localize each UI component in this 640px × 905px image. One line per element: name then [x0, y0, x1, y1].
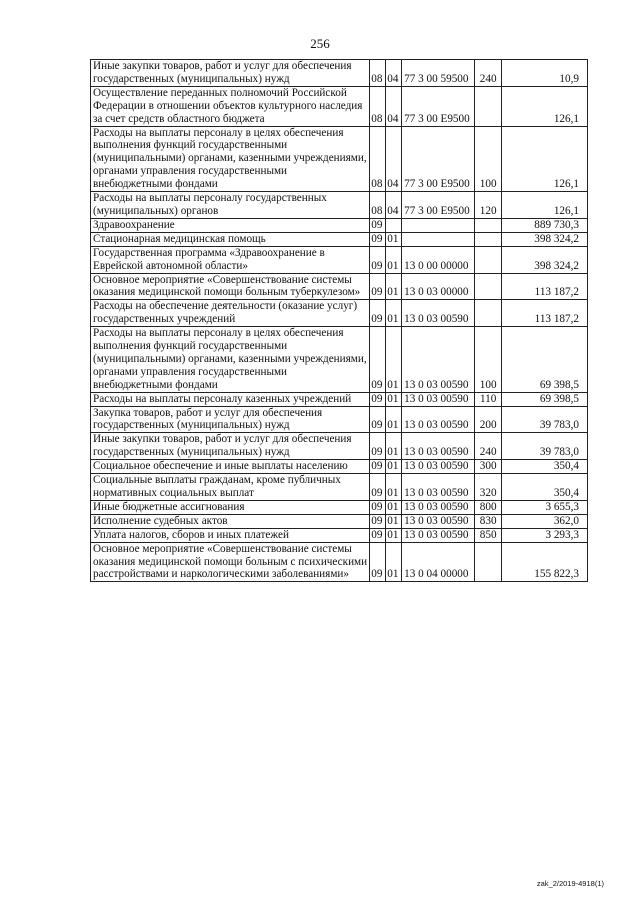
budget-table — [90, 59, 588, 582]
table-row — [91, 273, 588, 300]
subsection-code-cell: 01 — [386, 514, 402, 528]
expense-type-cell — [475, 246, 502, 273]
section-code-cell: 09 — [370, 433, 386, 460]
target-article-cell: 13 0 03 00590 — [402, 433, 475, 460]
expense-type-cell: 200 — [475, 406, 502, 433]
amount-cell: 398 324,2 — [501, 232, 587, 246]
table-row — [91, 514, 588, 528]
section-code-cell: 08 — [370, 126, 386, 192]
expense-type-cell: 850 — [475, 528, 502, 542]
expense-type-cell — [475, 86, 502, 126]
table-row — [91, 192, 588, 219]
target-article-cell: 13 0 03 00590 — [402, 514, 475, 528]
section-code-cell: 08 — [370, 60, 386, 87]
table-row — [91, 392, 588, 406]
expense-type-cell — [475, 218, 502, 232]
section-code-cell: 09 — [370, 392, 386, 406]
section-code-cell: 09 — [370, 528, 386, 542]
subsection-code-cell: 01 — [386, 406, 402, 433]
target-article-cell: 13 0 03 00590 — [402, 460, 475, 474]
row-name-cell: Иные бюджетные ассигнования — [91, 500, 370, 514]
amount-cell: 350,4 — [501, 474, 587, 501]
table-row — [91, 474, 588, 501]
row-name-cell: Расходы на выплаты персоналу в целях обеспечения выполнения функций государственными (муниципальными) органами, казенными учреждениями, органами управления государственными внебюджетными фондами — [91, 327, 370, 393]
expense-type-cell: 240 — [475, 433, 502, 460]
table-row — [91, 126, 588, 192]
row-name-cell: Основное мероприятие «Совершенствование системы оказания медицинской помощи больным туберкулезом» — [91, 273, 370, 300]
subsection-code-cell: 01 — [386, 528, 402, 542]
amount-cell: 126,1 — [501, 192, 587, 219]
table-row — [91, 232, 588, 246]
section-code-cell: 09 — [370, 542, 386, 582]
row-name-cell: Иные закупки товаров, работ и услуг для обеспечения государственных (муниципальных) нужд — [91, 433, 370, 460]
expense-type-cell: 300 — [475, 460, 502, 474]
budget-table-body — [91, 60, 588, 582]
subsection-code-cell: 04 — [386, 192, 402, 219]
target-article-cell: 13 0 03 00590 — [402, 406, 475, 433]
target-article-cell — [402, 218, 475, 232]
section-code-cell: 09 — [370, 273, 386, 300]
table-row — [91, 433, 588, 460]
expense-type-cell: 320 — [475, 474, 502, 501]
table-row — [91, 528, 588, 542]
table-row — [91, 542, 588, 582]
subsection-code-cell: 01 — [386, 392, 402, 406]
amount-cell: 889 730,3 — [501, 218, 587, 232]
amount-cell: 113 187,2 — [501, 273, 587, 300]
table-row — [91, 406, 588, 433]
subsection-code-cell: 01 — [386, 460, 402, 474]
expense-type-cell: 100 — [475, 327, 502, 393]
row-name-cell: Исполнение судебных актов — [91, 514, 370, 528]
target-article-cell: 13 0 04 00000 — [402, 542, 475, 582]
expense-type-cell: 830 — [475, 514, 502, 528]
section-code-cell: 09 — [370, 218, 386, 232]
section-code-cell: 09 — [370, 514, 386, 528]
expense-type-cell — [475, 300, 502, 327]
row-name-cell: Социальное обеспечение и иные выплаты населению — [91, 460, 370, 474]
target-article-cell: 13 0 03 00590 — [402, 528, 475, 542]
subsection-code-cell: 04 — [386, 86, 402, 126]
table-row — [91, 246, 588, 273]
amount-cell: 126,1 — [501, 86, 587, 126]
subsection-code-cell: 01 — [386, 500, 402, 514]
row-name-cell: Уплата налогов, сборов и иных платежей — [91, 528, 370, 542]
amount-cell: 39 783,0 — [501, 406, 587, 433]
subsection-code-cell: 01 — [386, 327, 402, 393]
subsection-code-cell: 01 — [386, 300, 402, 327]
row-name-cell: Здравоохранение — [91, 218, 370, 232]
expense-type-cell: 100 — [475, 126, 502, 192]
section-code-cell: 09 — [370, 406, 386, 433]
table-row — [91, 327, 588, 393]
section-code-cell: 09 — [370, 327, 386, 393]
amount-cell: 69 398,5 — [501, 392, 587, 406]
target-article-cell: 13 0 03 00590 — [402, 327, 475, 393]
row-name-cell: Расходы на выплаты персоналу государственных (муниципальных) органов — [91, 192, 370, 219]
target-article-cell: 13 0 03 00590 — [402, 474, 475, 501]
amount-cell: 3 293,3 — [501, 528, 587, 542]
target-article-cell: 13 0 03 00590 — [402, 500, 475, 514]
subsection-code-cell: 01 — [386, 542, 402, 582]
table-row — [91, 86, 588, 126]
target-article-cell: 13 0 00 00000 — [402, 246, 475, 273]
subsection-code-cell: 01 — [386, 273, 402, 300]
row-name-cell: Стационарная медицинская помощь — [91, 232, 370, 246]
section-code-cell: 09 — [370, 500, 386, 514]
section-code-cell: 09 — [370, 300, 386, 327]
expense-type-cell — [475, 273, 502, 300]
table-row — [91, 500, 588, 514]
subsection-code-cell: 01 — [386, 474, 402, 501]
subsection-code-cell — [386, 218, 402, 232]
row-name-cell: Расходы на обеспечение деятельности (оказание услуг) государственных учреждений — [91, 300, 370, 327]
target-article-cell: 13 0 03 00590 — [402, 392, 475, 406]
table-row — [91, 460, 588, 474]
section-code-cell: 09 — [370, 246, 386, 273]
amount-cell: 113 187,2 — [501, 300, 587, 327]
page-number: 256 — [310, 36, 330, 51]
amount-cell: 350,4 — [501, 460, 587, 474]
document-code: zak_2/2019-4918(1) — [536, 879, 604, 888]
expense-type-cell — [475, 232, 502, 246]
target-article-cell: 77 3 00 E9500 — [402, 126, 475, 192]
target-article-cell: 77 3 00 E9500 — [402, 86, 475, 126]
amount-cell: 39 783,0 — [501, 433, 587, 460]
section-code-cell: 09 — [370, 474, 386, 501]
target-article-cell: 77 3 00 E9500 — [402, 192, 475, 219]
amount-cell: 10,9 — [501, 60, 587, 87]
subsection-code-cell: 01 — [386, 232, 402, 246]
subsection-code-cell: 01 — [386, 433, 402, 460]
expense-type-cell: 120 — [475, 192, 502, 219]
expense-type-cell: 800 — [475, 500, 502, 514]
row-name-cell: Закупка товаров, работ и услуг для обеспечения государственных (муниципальных) нужд — [91, 406, 370, 433]
expense-type-cell: 110 — [475, 392, 502, 406]
section-code-cell: 09 — [370, 460, 386, 474]
subsection-code-cell: 01 — [386, 246, 402, 273]
target-article-cell: 77 3 00 59500 — [402, 60, 475, 87]
row-name-cell: Иные закупки товаров, работ и услуг для обеспечения государственных (муниципальных) нужд — [91, 60, 370, 87]
amount-cell: 69 398,5 — [501, 327, 587, 393]
row-name-cell: Расходы на выплаты персоналу казенных учреждений — [91, 392, 370, 406]
table-row — [91, 218, 588, 232]
amount-cell: 3 655,3 — [501, 500, 587, 514]
section-code-cell: 08 — [370, 192, 386, 219]
row-name-cell: Расходы на выплаты персоналу в целях обеспечения выполнения функций государственными (муниципальными) органами, казенными учреждениями, органами управления государственными внебюджетными фондами — [91, 126, 370, 192]
amount-cell: 126,1 — [501, 126, 587, 192]
subsection-code-cell: 04 — [386, 126, 402, 192]
section-code-cell: 08 — [370, 86, 386, 126]
row-name-cell: Государственная программа «Здравоохранение в Еврейской автономной области» — [91, 246, 370, 273]
row-name-cell: Социальные выплаты гражданам, кроме публичных нормативных социальных выплат — [91, 474, 370, 501]
amount-cell: 362,0 — [501, 514, 587, 528]
target-article-cell: 13 0 03 00000 — [402, 273, 475, 300]
subsection-code-cell: 04 — [386, 60, 402, 87]
amount-cell: 398 324,2 — [501, 246, 587, 273]
expense-type-cell: 240 — [475, 60, 502, 87]
target-article-cell — [402, 232, 475, 246]
table-row — [91, 60, 588, 87]
section-code-cell: 09 — [370, 232, 386, 246]
row-name-cell: Осуществление переданных полномочий Российской Федерации в отношении объектов культурного наследия за счет средств областного бюджета — [91, 86, 370, 126]
table-row — [91, 300, 588, 327]
target-article-cell: 13 0 03 00590 — [402, 300, 475, 327]
row-name-cell: Основное мероприятие «Совершенствование системы оказания медицинской помощи больным с психическими расстройствами и наркологическими заболеваниями» — [91, 542, 370, 582]
expense-type-cell — [475, 542, 502, 582]
amount-cell: 155 822,3 — [501, 542, 587, 582]
